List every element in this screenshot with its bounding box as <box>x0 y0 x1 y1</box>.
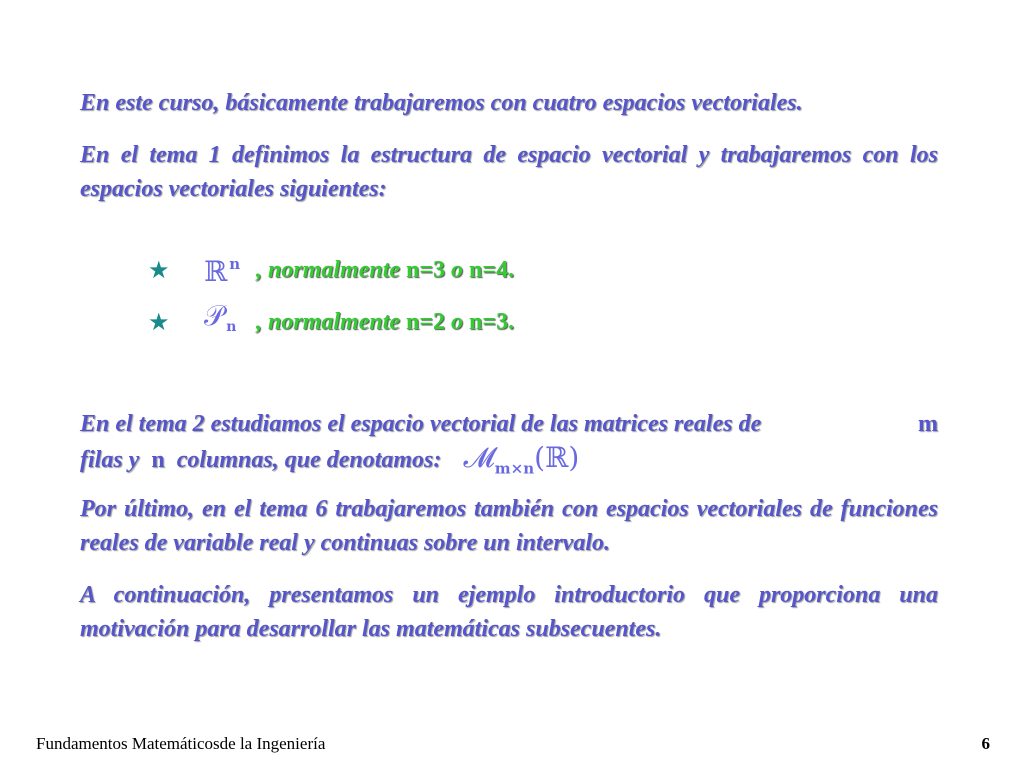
tema2-n: n <box>151 447 165 473</box>
intro-paragraph: En este curso, básicamente trabajaremos con cuatro espacios vectoriales. <box>80 90 803 116</box>
polynomial-space-symbol: 𝒫 $_n$ <box>204 299 237 335</box>
tema2-text-b: filas y <box>80 447 140 473</box>
tema2-text-c: columnas, que denotamos: <box>176 447 442 473</box>
continuacion-paragraph: A continuación, presentamos un ejemplo introductorio que proporciona una motivación para desarrollar las matemáticas subsecuentes. <box>80 582 938 642</box>
bullet-text-pn: , normalmente n=2 o n=3. <box>256 309 515 335</box>
star-icon: ★ <box>148 308 170 336</box>
real-space-symbol: ℝ $^n$ <box>204 255 241 288</box>
matrix-space-symbol: 𝓜$_{m\times n}$(ℝ) <box>463 441 580 478</box>
tema2-text-a: En el tema 2 estudiamos el espacio vectorial de las matrices reales de <box>80 411 762 437</box>
bullet-item-pn <box>148 299 668 339</box>
tema2-paragraph <box>80 407 938 479</box>
page-number: 6 <box>981 734 990 753</box>
star-icon: ★ <box>148 256 170 284</box>
footer-title: Fundamentos Matemáticosde la Ingeniería <box>36 734 326 753</box>
tema2-m: m <box>918 411 938 437</box>
tema6-paragraph: Por último, en el tema 6 trabajaremos también con espacios vectoriales de funciones reales de variable real y continuas sobre un intervalo. <box>80 496 938 556</box>
bullet-item-rn <box>148 253 668 287</box>
tema1-paragraph: En el tema 1 definimos la estructura de espacio vectorial y trabajaremos con los espacios vectoriales siguientes: <box>80 142 938 202</box>
bullet-text-rn: , normalmente n=3 o n=4. <box>256 257 515 283</box>
